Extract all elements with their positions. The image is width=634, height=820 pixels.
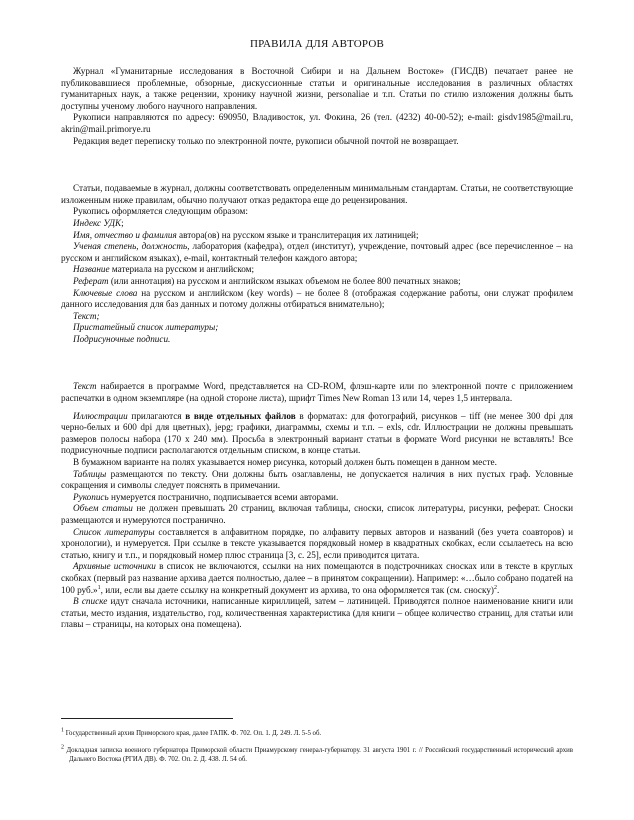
rule-text: Текст набирается в программе Word, представляется на CD-ROM, флэш-карте или по электронной почте с приложением распечатки в одном экземпляре (на одной стороне листа), шрифт Times New Roman 13 или 14, через 1,5 интервала. bbox=[61, 381, 573, 404]
rule-list-order: В списке идут сначала источники, написанные кириллицей, затем – латиницей. Приводятся полное наименование книги или статьи, место издания, издательство, год, количественная характеристика (для книги – общее количество страниц, для статьи или главы – страницы, на которых она помещена). bbox=[61, 596, 573, 630]
req-term: Название bbox=[73, 264, 110, 275]
footnote-1: $^1$ Государственный архив Приморского края, далее ГАПК. Ф. 702. Оп. 1. Д. 249. Л. 5-5 об. bbox=[61, 727, 322, 737]
rule-tables: Таблицы размещаются по тексту. Они должны быть озаглавлены, не допускается наличия в них пустых граф. Условные сокращения и символы следует пояснять в примечании. bbox=[61, 468, 573, 491]
requirements-paragraph: Статьи, подаваемые в журнал, должны соответствовать определенным минимальным стандартам. Статьи, не соответствующие изложенным ниже правилам, обычно получают отказ редактора еще до рецензирования. bbox=[61, 183, 573, 205]
req-item-author-name: Имя, отчество и фамилия автора(ов) на русском языке и транслитерация их латиницей; bbox=[73, 229, 419, 240]
req-item-degree: Ученая степень, должность, лаборатория (кафедра), отдел (институт), учреждение, почтовый адрес (все перечисленное – на русском и английском языках), e-mail, контактный телефон каждого автора; bbox=[61, 241, 573, 263]
intro-paragraph-journal: Журнал «Гуманитарные исследования в Восточной Сибири и на Дальнем Востоке» (ГИСДВ) печатает ранее не публиковавшиеся проблемные, обзорные, дискуссионные статьи и оригинальные исследования в различных областях гуманитарных наук, а также рецензии, хронику научной жизни, personaliae и т.п. Статьи по стилю изложения должны быть доступны ученому любого научного направления. bbox=[61, 66, 573, 111]
req-item-keywords: Ключевые слова на русском и английском (key words) – не более 8 (отображая содержание работы, они служат профилем данного исследования для баз данных и потому должны отбираться внимательно); bbox=[61, 287, 574, 310]
req-term: Текст; bbox=[73, 310, 100, 321]
footnote-2: $^2$ Докладная записка военного губернатора Приморской области Приамурскому генерал-губернатору. 31 августа 1901 г. // Российский государственный исторический архив Дальнего Востока (РГИА ДВ). Ф. 702. Оп. 2. Д. 438. Л. 54 об. bbox=[61, 744, 573, 763]
rule-archive-sources: Архивные источники в список не включаются, ссылки на них помещаются в подстрочниках сносках или в тексте в круглых скобках (первый раз название архива дается полностью, далее – в принятом сокращении). Например: «…было собрано податей на 100 руб.»$^1$, или, если вы даете ссылку на конкретный документ из архива, то она оформляется так (см. сноску)$^2$. bbox=[61, 561, 573, 595]
rule-volume: Объем статьи не должен превышать 20 страниц, включая таблицы, сноски, список литературы, рисунки, реферат. Сноски размещаются и нумеруются постранично. bbox=[61, 503, 573, 525]
requirements-format-intro: Рукопись оформляется следующим образом: bbox=[73, 206, 248, 217]
req-term: Индекс УДК bbox=[73, 217, 122, 228]
intro-paragraph-address: Рукописи направляются по адресу: 690950, Владивосток, ул. Фокина, 26 (тел. (4232) 40-00-52); e-mail: gisdv1985@mail.ru, akrin@mail.primorye.ru bbox=[61, 112, 573, 134]
req-item-abstract: Реферат (или аннотация) на русском и английском языках объемом не более 800 печатных знаков; bbox=[73, 275, 461, 286]
req-item-text bbox=[61, 311, 573, 323]
req-term: Подрисуночные подписи. bbox=[73, 333, 171, 344]
req-term: Реферат bbox=[73, 275, 109, 286]
page-title: ПРАВИЛА ДЛЯ АВТОРОВ bbox=[249, 38, 385, 50]
req-item-udc: Индекс УДК; bbox=[73, 217, 124, 228]
req-term: Имя, отчество и фамилия bbox=[73, 229, 177, 240]
rule-paper-version: В бумажном варианте на полях указывается номер рисунка, который должен быть помещен в данном месте. bbox=[73, 457, 497, 468]
intro-paragraph-correspondence: Редакция ведет переписку только по электронной почте, рукописи обычной почтой не возвращает. bbox=[73, 135, 459, 146]
rule-illustrations: Иллюстрации прилагаются в виде отдельных файлов в форматах: для фотографий, рисунков – tiff (не менее 300 dpi для черно-белых и 600 dpi для цветных), jepg; графики, диаграммы, схемы и т.п. – exls, cdr. Иллюстрации не должны превышать размеров полосы набора (170 х 240 мм). Просьба в электронный вариант статьи в формате Word рисунки не вставлять! Все подрисуночные подписи располагаются отдельным списком, в конце статьи. bbox=[61, 410, 573, 456]
req-term: Пристатейный список литературы; bbox=[73, 322, 219, 333]
footnote-ref-2: 2 bbox=[494, 584, 497, 591]
document-body bbox=[61, 66, 573, 631]
rule-references-list: Список литературы составляется в алфавитном порядке, по алфавиту первых авторов и названий (без учета соавторов) и хронологии), и нумеруется. При ссылке в тексте указывается порядковый номер в квадратных скобках, если ссылаетесь на всю статью, книгу и т.п., и порядковый номер плюс страница [3, с. 25], если приводится цитата. bbox=[61, 526, 573, 560]
req-item-captions bbox=[61, 334, 573, 346]
footnotes bbox=[61, 729, 573, 772]
footnote-divider bbox=[61, 718, 233, 719]
req-term: Ключевые слова bbox=[73, 287, 138, 298]
rule-manuscript: Рукопись нумеруется постранично, подписывается всеми авторами. bbox=[73, 491, 339, 502]
req-item-title: Название материала на русском и английском; bbox=[73, 264, 254, 275]
req-item-references bbox=[61, 322, 573, 334]
footnote-ref-1: 1 bbox=[97, 584, 101, 591]
req-term: Ученая степень, должность bbox=[73, 241, 188, 252]
